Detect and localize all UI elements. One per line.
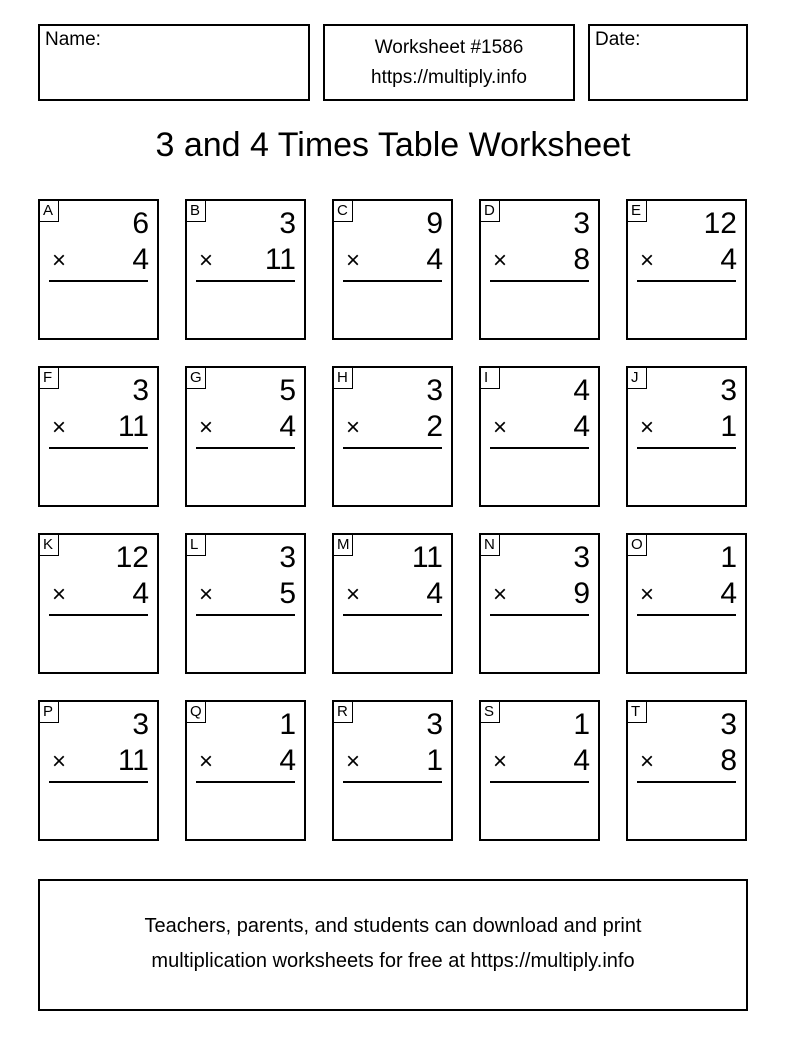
multiplier: 4 <box>132 243 149 276</box>
multiply-sign: × <box>640 748 655 775</box>
answer-line <box>196 280 295 282</box>
problem-card[interactable] <box>185 366 306 507</box>
problem-letter: G <box>187 368 206 389</box>
problem-letter: T <box>628 702 647 723</box>
multiply-sign: × <box>199 247 214 274</box>
problem-card[interactable] <box>479 199 600 340</box>
answer-line <box>637 447 736 449</box>
multiplier: 2 <box>426 410 443 443</box>
multiply-sign: × <box>346 414 361 441</box>
multiplicand: 9 <box>426 207 443 240</box>
problem-card[interactable] <box>38 366 159 507</box>
problem-letter: K <box>40 535 59 556</box>
multiply-sign: × <box>493 414 508 441</box>
problem-card[interactable] <box>38 533 159 674</box>
multiply-sign: × <box>199 748 214 775</box>
multiplicand: 3 <box>279 541 296 574</box>
multiplier: 8 <box>720 744 737 777</box>
problem-card[interactable] <box>185 199 306 340</box>
problem-letter: Q <box>187 702 206 723</box>
problem-card[interactable] <box>332 199 453 340</box>
multiplier: 4 <box>426 577 443 610</box>
multiplicand: 3 <box>426 374 443 407</box>
answer-line <box>637 781 736 783</box>
problem-card[interactable] <box>38 700 159 841</box>
multiplier: 8 <box>573 243 590 276</box>
multiplicand: 4 <box>573 374 590 407</box>
multiplicand: 3 <box>132 374 149 407</box>
multiplier: 4 <box>132 577 149 610</box>
multiplier: 4 <box>720 243 737 276</box>
answer-line <box>49 614 148 616</box>
answer-line <box>637 280 736 282</box>
problem-letter: M <box>334 535 353 556</box>
multiply-sign: × <box>640 581 655 608</box>
answer-line <box>196 781 295 783</box>
worksheet-url: https://multiply.info <box>371 67 527 88</box>
multiplier: 4 <box>573 744 590 777</box>
multiplicand: 6 <box>132 207 149 240</box>
problem-card[interactable] <box>332 700 453 841</box>
multiplicand: 12 <box>115 541 149 574</box>
answer-line <box>49 447 148 449</box>
problem-card[interactable] <box>185 700 306 841</box>
answer-line <box>343 447 442 449</box>
multiplicand: 11 <box>411 541 443 574</box>
answer-line <box>343 280 442 282</box>
multiplier: 4 <box>426 243 443 276</box>
multiplicand: 1 <box>720 541 737 574</box>
name-label: Name: <box>45 29 101 50</box>
problem-letter: E <box>628 201 647 222</box>
worksheet-info-box <box>323 24 575 101</box>
answer-line <box>490 781 589 783</box>
problem-card[interactable] <box>626 366 747 507</box>
page-title: 3 and 4 Times Table Worksheet <box>155 126 631 164</box>
multiplier: 11 <box>264 243 296 276</box>
date-label: Date: <box>595 29 641 50</box>
answer-line <box>196 447 295 449</box>
problem-letter: H <box>334 368 353 389</box>
multiply-sign: × <box>199 581 214 608</box>
multiply-sign: × <box>199 414 214 441</box>
multiplier: 1 <box>720 410 737 443</box>
multiply-sign: × <box>493 581 508 608</box>
multiply-sign: × <box>52 748 67 775</box>
problem-letter: P <box>40 702 59 723</box>
problem-card[interactable] <box>332 533 453 674</box>
multiplicand: 3 <box>720 708 737 741</box>
footer-line-1: Teachers, parents, and students can download and print <box>144 915 642 937</box>
problem-letter: F <box>40 368 59 389</box>
multiply-sign: × <box>493 748 508 775</box>
problem-card[interactable] <box>332 366 453 507</box>
multiplier: 4 <box>573 410 590 443</box>
problem-card[interactable] <box>38 199 159 340</box>
multiplier: 4 <box>279 410 296 443</box>
multiply-sign: × <box>52 581 67 608</box>
multiply-sign: × <box>640 247 655 274</box>
multiplicand: 1 <box>279 708 296 741</box>
multiplicand: 3 <box>279 207 296 240</box>
worksheet-number: Worksheet #1586 <box>374 37 524 58</box>
multiplicand: 1 <box>573 708 590 741</box>
problem-card[interactable] <box>626 700 747 841</box>
problem-card[interactable] <box>185 533 306 674</box>
multiply-sign: × <box>346 581 361 608</box>
problem-card[interactable] <box>479 700 600 841</box>
name-field[interactable] <box>38 24 310 101</box>
multiplier: 9 <box>573 577 590 610</box>
problem-letter: L <box>187 535 206 556</box>
date-field[interactable] <box>588 24 748 101</box>
multiplicand: 3 <box>573 207 590 240</box>
multiplier: 5 <box>279 577 296 610</box>
problem-letter: I <box>481 368 500 389</box>
multiplier: 4 <box>279 744 296 777</box>
problem-letter: N <box>481 535 500 556</box>
answer-line <box>49 781 148 783</box>
multiplier: 4 <box>720 577 737 610</box>
problem-card[interactable] <box>626 199 747 340</box>
problem-letter: J <box>628 368 647 389</box>
problem-card[interactable] <box>479 366 600 507</box>
problem-letter: O <box>628 535 647 556</box>
problem-card[interactable] <box>479 533 600 674</box>
answer-line <box>343 614 442 616</box>
multiplicand: 3 <box>426 708 443 741</box>
problem-card[interactable] <box>626 533 747 674</box>
problem-letter: D <box>481 201 500 222</box>
answer-line <box>637 614 736 616</box>
multiplicand: 3 <box>573 541 590 574</box>
problem-letter: C <box>334 201 353 222</box>
problem-letter: A <box>40 201 59 222</box>
multiplicand: 5 <box>279 374 296 407</box>
answer-line <box>490 447 589 449</box>
multiply-sign: × <box>640 414 655 441</box>
multiplier: 11 <box>117 410 149 443</box>
multiplicand: 3 <box>720 374 737 407</box>
problem-letter: S <box>481 702 500 723</box>
footer-note <box>38 879 748 1011</box>
multiply-sign: × <box>52 247 67 274</box>
problem-letter: R <box>334 702 353 723</box>
multiply-sign: × <box>346 247 361 274</box>
footer-line-2: multiplication worksheets for free at https://multiply.info <box>151 950 635 972</box>
multiplicand: 12 <box>703 207 737 240</box>
problem-letter: B <box>187 201 206 222</box>
answer-line <box>49 280 148 282</box>
multiply-sign: × <box>346 748 361 775</box>
multiplicand: 3 <box>132 708 149 741</box>
multiplier: 1 <box>426 744 443 777</box>
answer-line <box>490 280 589 282</box>
multiply-sign: × <box>493 247 508 274</box>
multiply-sign: × <box>52 414 67 441</box>
answer-line <box>343 781 442 783</box>
answer-line <box>490 614 589 616</box>
multiplier: 11 <box>117 744 149 777</box>
answer-line <box>196 614 295 616</box>
